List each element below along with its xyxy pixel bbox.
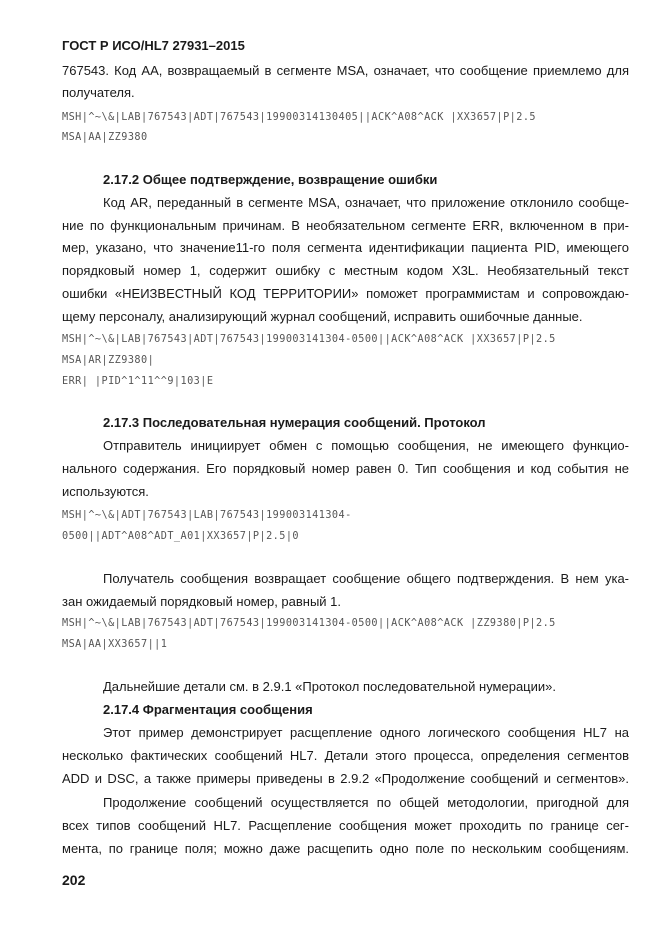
code-line: MSA|AR|ZZ9380|	[62, 355, 155, 366]
code-line: MSH|^~\&|LAB|767543|ADT|767543|19900314130405||ACK^A08^ACK |XX3657|P|2.5	[62, 112, 537, 123]
code-line: MSH|^~\&|LAB|767543|ADT|767543|199003141304-0500||ACK^A08^ACK |ZZ9380|P|2.5	[62, 618, 556, 629]
code-line: MSA|AA|XX3657||1	[62, 639, 168, 650]
body-line: ние по функциональным причинам. В необязательном сегменте ERR, включенном в при-	[62, 218, 629, 233]
section-heading-2-17-4: 2.17.4 Фрагментация сообщения	[103, 702, 313, 717]
body-line: ошибки «НЕИЗВЕСТНЫЙ КОД ТЕРРИТОРИИ» поможет программистам и сопровождаю-	[62, 286, 629, 301]
body-line: зан ожидаемый порядковый номер, равный 1.	[62, 594, 342, 609]
body-line: Дальнейшие детали см. в 2.9.1 «Протокол последовательной нумерации».	[103, 679, 556, 694]
body-line: Продолжение сообщений осуществляется по общей методологии, пригодной для	[103, 795, 629, 810]
code-line: ERR| |PID^1^11^^9|103|E	[62, 376, 214, 387]
body-line: несколько фактических сообщений HL7. Детали этого процесса, определения сегментов	[62, 748, 629, 763]
body-line: нального содержания. Его порядковый номер равен 0. Тип сообщения и код события не	[62, 461, 629, 476]
body-line: Получатель сообщения возвращает сообщение общего подтверждения. В нем ука-	[103, 571, 629, 586]
section-heading-2-17-3: 2.17.3 Последовательная нумерация сообщений. Протокол	[103, 415, 486, 430]
document-header: ГОСТ Р ИСО/HL7 27931–2015	[62, 38, 245, 53]
body-line: щему персоналу, анализирующий журнал сообщений, исправить ошибочные данные.	[62, 309, 583, 324]
section-heading-2-17-2: 2.17.2 Общее подтверждение, возвращение ошибки	[103, 172, 438, 187]
body-line: Этот пример демонстрирует расщепление одного логического сообщения HL7 на	[103, 725, 629, 740]
code-line: MSA|AA|ZZ9380	[62, 132, 148, 143]
body-line: ADD и DSC, а также примеры приведены в 2.9.2 «Продолжение сообщений и сегментов».	[62, 771, 629, 786]
body-line: 767543. Код AA, возвращаемый в сегменте MSA, означает, что сообщение приемлемо для	[62, 63, 629, 78]
body-line: всех типов сообщений HL7. Расщепление сообщения может проходить по границе сег-	[62, 818, 629, 833]
body-line: получателя.	[62, 85, 135, 100]
body-line: Код AR, переданный в сегменте MSA, означает, что приложение отклонило сообще-	[103, 195, 629, 210]
code-line: MSH|^~\&|ADT|767543|LAB|767543|199003141304-	[62, 510, 352, 521]
code-line: MSH|^~\&|LAB|767543|ADT|767543|199003141304-0500||ACK^A08^ACK |XX3657|P|2.5	[62, 334, 556, 345]
body-line: мер, указано, что значение11-го поля сегмента идентификации пациента PID, имеющего	[62, 240, 629, 255]
page-number: 202	[62, 872, 86, 888]
body-line: порядковый номер 1, содержит ошибку с местным кодом X3L. Необязательный текст	[62, 263, 629, 278]
body-line: мента, по границе поля; можно даже расщепить одно поле по нескольким сообщениям.	[62, 841, 629, 856]
code-line: 0500||ADT^A08^ADT_A01|XX3657|P|2.5|0	[62, 531, 300, 542]
body-line: используются.	[62, 484, 149, 499]
body-line: Отправитель инициирует обмен с помощью сообщения, не имеющего функцио-	[103, 438, 629, 453]
